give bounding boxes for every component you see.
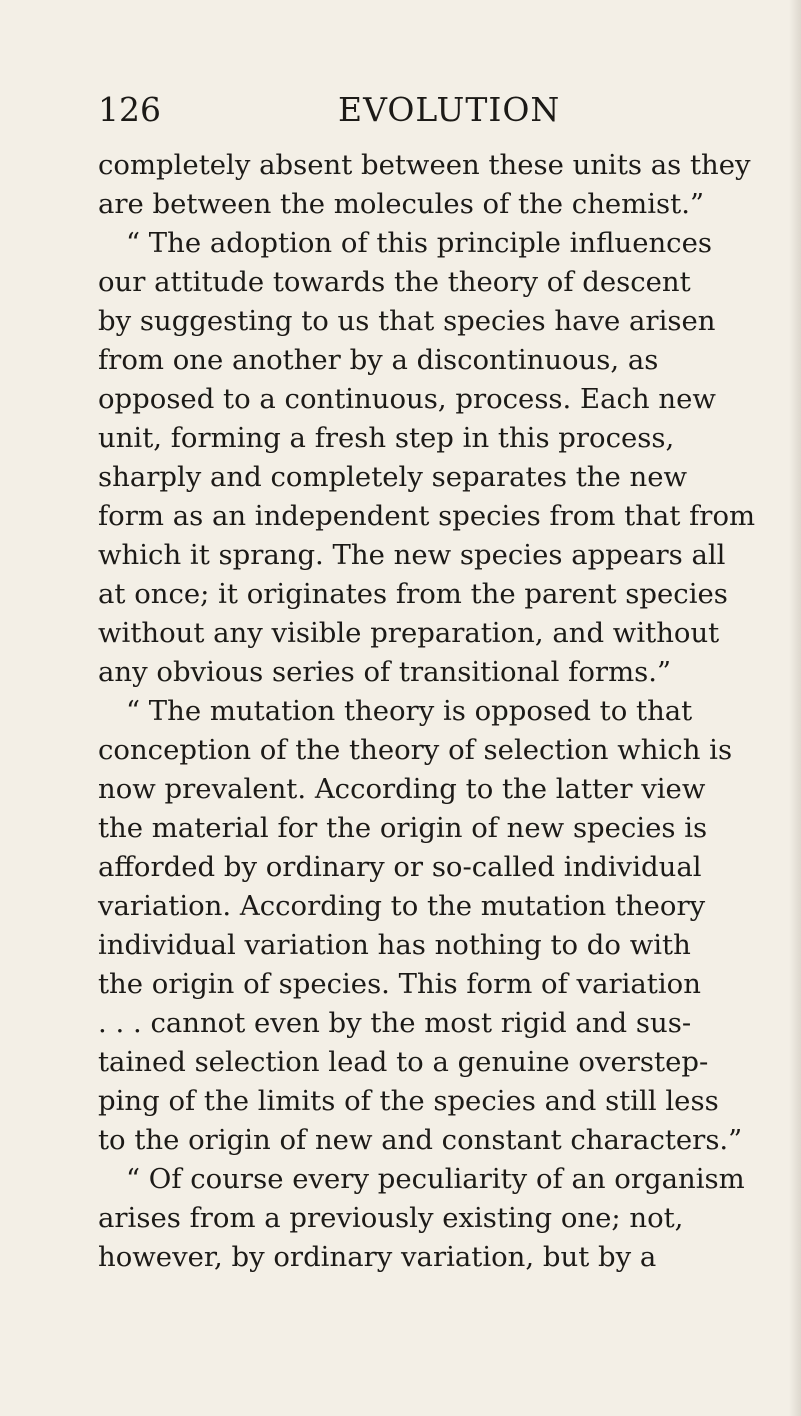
text-line: arises from a previously existing one; not, [98,1202,684,1234]
text-line: form as an independent species from that from [98,500,756,532]
page-header [98,88,752,132]
text-line: opposed to a continuous, process. Each new [98,383,716,415]
text-line: afforded by ordinary or so-called individual [98,851,702,883]
text-line: however, by ordinary variation, but by a [98,1241,657,1273]
text-line: the origin of species. This form of variation [98,968,701,1000]
text-line: our attitude towards the theory of descent [98,266,691,298]
text-line: without any visible preparation, and without [98,617,720,649]
text-line: now prevalent. According to the latter view [98,773,706,805]
text-line: ping of the limits of the species and still less [98,1085,719,1117]
running-head: EVOLUTION [338,90,561,129]
text-line: completely absent between these units as they [98,149,751,181]
page-number: 126 [98,90,161,129]
text-line: . . . cannot even by the most rigid and sus- [98,1007,692,1039]
text-line: unit, forming a fresh step in this process, [98,422,675,454]
text-line: at once; it originates from the parent species [98,578,728,610]
body-text [98,146,756,1277]
text-line: to the origin of new and constant characters.” [98,1124,743,1156]
text-line: by suggesting to us that species have arisen [98,305,716,337]
text-line: which it sprang. The new species appears all [98,539,726,571]
text-line: “ The adoption of this principle influences [126,227,712,259]
text-line: tained selection lead to a genuine overstep- [98,1046,709,1078]
text-line: individual variation has nothing to do with [98,929,691,961]
page-edge-shadow [789,0,801,1416]
text-line: variation. According to the mutation theory [98,890,706,922]
text-line: any obvious series of transitional forms.” [98,656,672,688]
text-line: the material for the origin of new species is [98,812,708,844]
text-line: conception of the theory of selection which is [98,734,733,766]
text-line: sharply and completely separates the new [98,461,688,493]
text-line: “ The mutation theory is opposed to that [126,695,693,727]
text-line: from one another by a discontinuous, as [98,344,659,376]
text-line: “ Of course every peculiarity of an organism [126,1163,745,1195]
text-line: are between the molecules of the chemist.” [98,188,705,220]
